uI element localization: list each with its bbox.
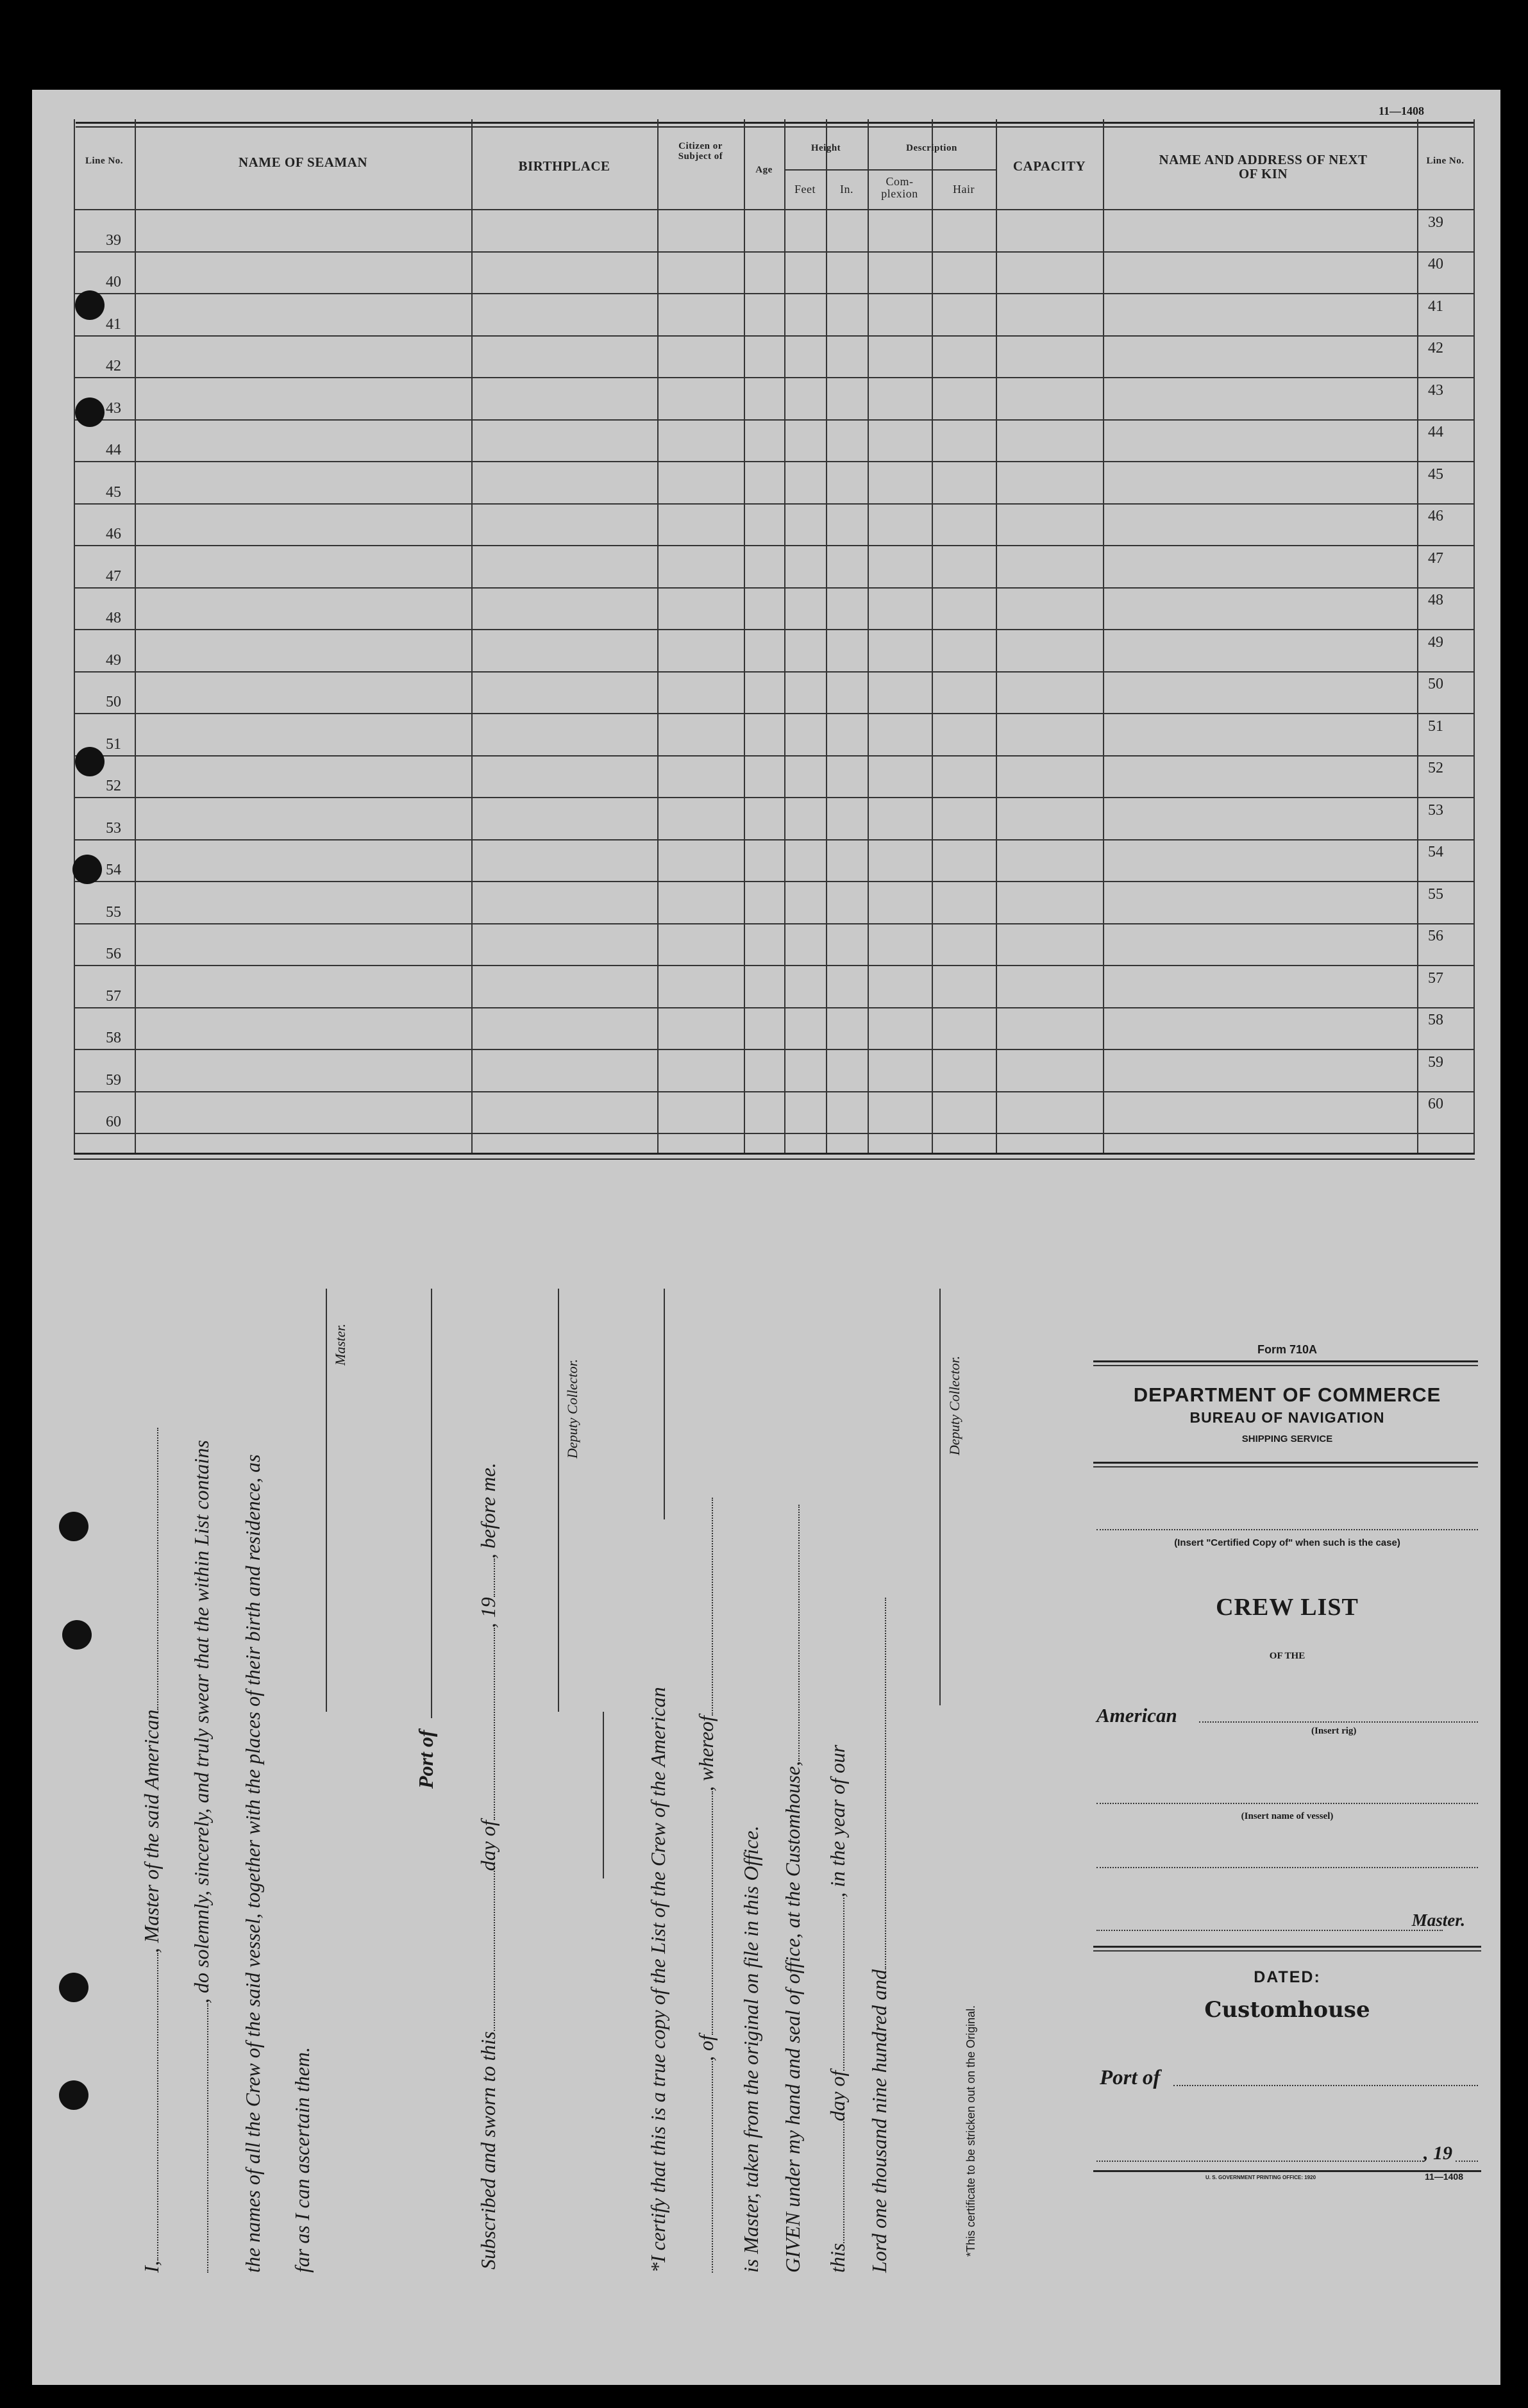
line-number-left: 56: [106, 946, 121, 962]
line-number-right: 56: [1428, 928, 1443, 944]
header-complexion: Com-plexion: [881, 175, 918, 200]
table-row-line: [74, 503, 1475, 505]
port-of-form-label: Port of: [1100, 2066, 1161, 2089]
line-number-right: 52: [1428, 760, 1443, 776]
line-number-right: 58: [1428, 1012, 1443, 1028]
certificate-line-5: thisday of, in the year of our: [826, 1744, 849, 2273]
port-of-label: Port of: [414, 1730, 437, 1789]
line-number-left: 55: [106, 904, 121, 921]
deputy-collector-label: Deputy Collector.: [564, 1359, 580, 1459]
year-field[interactable]: [1456, 2161, 1478, 2162]
header-description: Description: [906, 143, 957, 153]
certificate-month-blank[interactable]: [843, 1898, 844, 2071]
department-title: DEPARTMENT OF COMMERCE: [1133, 1384, 1441, 1406]
separator-line: [603, 1712, 604, 1878]
header-inches: In.: [840, 183, 853, 196]
form-number-top: 11—1408: [1379, 105, 1425, 117]
table-row-line: [74, 713, 1475, 714]
printer-credit: U. S. GOVERNMENT PRINTING OFFICE: 1920: [1205, 2175, 1316, 2180]
deputy-collector-line: [558, 1289, 559, 1712]
header-capacity: CAPACITY: [1012, 158, 1086, 174]
line-number-right: 57: [1428, 970, 1443, 987]
table-row-line: [74, 461, 1475, 462]
form-rule: [1093, 1950, 1481, 1952]
line-number-left: 53: [106, 820, 121, 837]
insert-rig-note: (Insert rig): [1311, 1726, 1357, 1736]
column-line: [135, 119, 136, 1155]
subscribed-year-blank[interactable]: [494, 1559, 495, 1597]
line-number-right: 46: [1428, 508, 1443, 524]
line-number-right: 40: [1428, 256, 1443, 272]
deputy-collector-label-2: Deputy Collector.: [946, 1355, 962, 1455]
line-number-left: 44: [106, 442, 121, 458]
table-bottom-rule: [74, 1153, 1475, 1155]
subscribed-line: Subscribed and sworn to thisday of, 19, before me.: [476, 1462, 500, 2270]
line-number-right: 51: [1428, 718, 1443, 735]
column-line: [868, 119, 869, 1155]
line-number-left: 54: [106, 862, 121, 878]
table-row-line: [74, 1091, 1475, 1092]
oath-line-1: I,, Master of the said American: [141, 1428, 162, 2273]
line-number-left: 43: [106, 400, 121, 417]
master-signature-line: [326, 1289, 327, 1712]
line-number-right: 59: [1428, 1054, 1443, 1071]
table-row-line: [74, 293, 1475, 294]
header-age: Age: [755, 165, 773, 175]
service-title: SHIPPING SERVICE: [1241, 1434, 1333, 1444]
column-line: [744, 119, 745, 1155]
line-number-right: 44: [1428, 424, 1443, 440]
master-name-blank[interactable]: [157, 1953, 158, 2261]
line-number-left: 57: [106, 988, 121, 1005]
line-number-right: 43: [1428, 382, 1443, 399]
certificate-line-3: is Master, taken from the original on file in this Office.: [739, 1825, 762, 2273]
line-number-left: 52: [106, 778, 121, 794]
line-number-right: 48: [1428, 592, 1443, 608]
crew-table: [74, 119, 1475, 1155]
table-row-line: [74, 923, 1475, 924]
table-row-line: [74, 671, 1475, 673]
line-number-left: 49: [106, 652, 121, 669]
form-label: Form 710A: [1257, 1343, 1318, 1356]
certificate-line-6: Lord one thousand nine hundred and: [869, 1598, 889, 2273]
certificate-line-1: *I certify that this is a true copy of the List of the Crew of the American: [646, 1687, 669, 2273]
column-line: [657, 119, 659, 1155]
vessel-name-field[interactable]: [1096, 1803, 1478, 1804]
column-line: [74, 119, 75, 1155]
header-height: Height: [810, 143, 841, 153]
punch-hole: [75, 397, 105, 427]
punch-hole: [59, 2080, 88, 2110]
table-row-line: [74, 881, 1475, 882]
header-birthplace: BIRTHPLACE: [518, 158, 610, 174]
subscribed-day-blank[interactable]: [494, 1871, 495, 2031]
certified-copy-field[interactable]: [1096, 1529, 1478, 1530]
header-hair: Hair: [953, 183, 975, 196]
line-number-right: 42: [1428, 340, 1443, 356]
oath-line-2: , do solemnly, sincerely, and truly swear that the within List contains: [191, 1440, 212, 2273]
line-number-left: 39: [106, 232, 121, 249]
certified-note: (Insert "Certified Copy of" when such is the case): [1174, 1537, 1400, 1548]
oath-line-4: far as I can ascertain them.: [290, 2047, 314, 2273]
form-rule: [1093, 2170, 1481, 2172]
description-subdivider: [868, 169, 996, 171]
form-rule: [1093, 1462, 1478, 1464]
punch-hole: [59, 1512, 88, 1541]
year-label: , 19: [1423, 2143, 1452, 2164]
table-row-line: [74, 1133, 1475, 1134]
line-number-left: 48: [106, 610, 121, 626]
line-number-right: 47: [1428, 550, 1443, 567]
header-citizen: Citizen or Subject of: [678, 141, 723, 162]
certificate-day-blank[interactable]: [843, 2121, 844, 2243]
table-row-line: [74, 377, 1475, 378]
column-line: [826, 119, 827, 1155]
port-field[interactable]: [1173, 2085, 1478, 2086]
table-bottom-rule: [74, 1158, 1475, 1160]
column-line: [996, 119, 997, 1155]
subscribed-month-blank[interactable]: [494, 1628, 495, 1820]
header-line-no: Line No.: [85, 156, 123, 166]
line-number-left: 60: [106, 1114, 121, 1130]
form-number-bottom: 11—1408: [1425, 2171, 1463, 2182]
table-row-line: [74, 755, 1475, 757]
date-field[interactable]: [1096, 2161, 1423, 2162]
of-the-label: OF THE: [1269, 1651, 1306, 1661]
line-number-right: 39: [1428, 214, 1443, 231]
line-number-left: 58: [106, 1030, 121, 1046]
table-row-line: [74, 545, 1475, 546]
form-rule: [1093, 1360, 1478, 1362]
line-number-left: 46: [106, 526, 121, 542]
form-rule: [1093, 1365, 1478, 1366]
punch-hole: [62, 1620, 92, 1650]
table-row-line: [74, 839, 1475, 840]
bureau-title: BUREAU OF NAVIGATION: [1189, 1409, 1385, 1426]
certificate-line-4: GIVEN under my hand and seal of office, at the Customhouse,: [782, 1505, 803, 2273]
master-name-field[interactable]: [1096, 1930, 1443, 1931]
line-number-left: 59: [106, 1072, 121, 1089]
table-row-line: [74, 1049, 1475, 1050]
american-label: American: [1096, 1704, 1177, 1727]
column-line: [932, 119, 933, 1155]
line-number-left: 42: [106, 358, 121, 374]
port-of-line: [431, 1289, 432, 1718]
port-blank[interactable]: [712, 1791, 713, 2035]
oath-line-3: the names of all the Crew of the said vessel, together with the places of their birth and residence, as: [241, 1454, 264, 2273]
line-number-right: 54: [1428, 844, 1443, 860]
punch-hole: [72, 855, 102, 884]
table-row-line: [74, 587, 1475, 589]
master-label-form: Master.: [1411, 1911, 1465, 1930]
header-next-of-kin: NAME AND ADDRESS OF NEXT OF KIN: [1159, 152, 1368, 182]
vessel-blank[interactable]: [207, 2003, 208, 2273]
line-number-right: 49: [1428, 634, 1443, 651]
table-row-line: [74, 335, 1475, 337]
line-number-right: 55: [1428, 886, 1443, 903]
crew-list-title: CREW LIST: [1216, 1594, 1359, 1621]
line-number-right: 50: [1428, 676, 1443, 692]
deputy-collector-line-2: [939, 1289, 941, 1705]
table-row-line: [74, 251, 1475, 253]
certificate-line-2: , of, whereof: [696, 1498, 716, 2273]
vessel-name-blank[interactable]: [157, 1428, 158, 1710]
header-line-no-right: Line No.: [1426, 156, 1465, 166]
table-row-line: [74, 797, 1475, 798]
punch-hole: [75, 747, 105, 776]
header-name-of-seaman: NAME OF SEAMAN: [238, 155, 368, 170]
line-number-left: 45: [106, 484, 121, 501]
table-row-line: [74, 1007, 1475, 1008]
line-number-left: 51: [106, 736, 121, 753]
master-field[interactable]: [1096, 1867, 1478, 1868]
column-line: [784, 119, 785, 1155]
column-line: [1417, 119, 1418, 1155]
column-line: [471, 119, 473, 1155]
line-number-left: 50: [106, 694, 121, 710]
line-number-left: 47: [106, 568, 121, 585]
line-number-right: 41: [1428, 298, 1443, 315]
line-number-left: 40: [106, 274, 121, 290]
line-number-left: 41: [106, 316, 121, 333]
customhouse-blank[interactable]: [798, 1505, 800, 1761]
certificate-year-blank[interactable]: [885, 1598, 886, 1969]
table-row-line: [74, 965, 1475, 966]
header-feet: Feet: [794, 183, 816, 196]
column-line: [1473, 119, 1475, 1155]
dated-label: DATED:: [1254, 1968, 1321, 1986]
line-number-right: 60: [1428, 1096, 1443, 1112]
line-number-right: 53: [1428, 802, 1443, 819]
crew-list-cover-form: [1093, 1334, 1481, 2212]
form-rule: [1093, 1946, 1481, 1948]
table-row-line: [74, 419, 1475, 421]
certificate-vessel-line: [664, 1289, 665, 1519]
height-subdivider: [784, 169, 868, 171]
master-label: Master.: [332, 1323, 348, 1366]
header-bottom-line: [74, 209, 1475, 210]
punch-hole: [59, 1973, 88, 2002]
column-line: [1103, 119, 1104, 1155]
insert-vessel-note: (Insert name of vessel): [1241, 1811, 1334, 1821]
master-blank-2[interactable]: [712, 1498, 713, 1716]
punch-hole: [75, 290, 105, 320]
vessel-blank-2[interactable]: [712, 2061, 713, 2273]
table-row-line: [74, 629, 1475, 630]
certificate-footnote: *This certificate to be stricken out on the Original.: [964, 2005, 977, 2257]
line-number-right: 45: [1428, 466, 1443, 483]
rig-field[interactable]: [1199, 1721, 1478, 1723]
form-rule: [1093, 1466, 1478, 1467]
customhouse-label: Customhouse: [1204, 1997, 1370, 2023]
